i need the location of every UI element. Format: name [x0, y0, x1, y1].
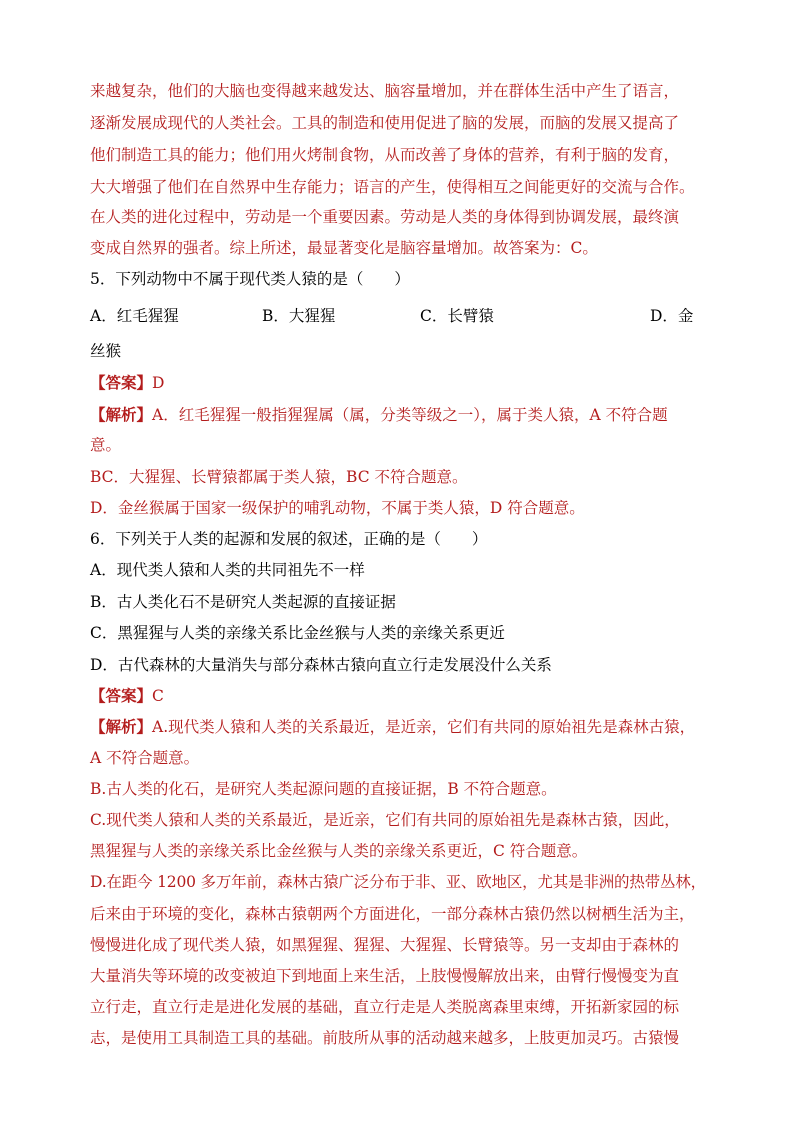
analysis-text: A.现代类人猿和人类的关系最近，是近亲，它们有共同的原始祖先是森林古猿， — [152, 718, 696, 736]
q6-option-c: C．黑猩猩与人类的亲缘关系比金丝猴与人类的亲缘关系更近 — [90, 624, 505, 642]
q5-analysis-line-4: D．金丝猴属于国家一级保护的哺乳动物，不属于类人猿，D 符合题意。 — [90, 499, 585, 517]
q5-option-a: A．红毛猩猩 — [90, 307, 179, 325]
analysis-tag: 【解析】 — [90, 405, 153, 424]
intro-line-2: 逐渐发展成现代的人类社会。工具的制造和使用促进了脑的发展，而脑的发展又提高了 — [90, 114, 680, 132]
answer-value: D — [152, 374, 165, 392]
intro-line-4: 大大增强了他们在自然界中生存能力；语言的产生，使得相互之间能更好的交流与合作。 — [90, 178, 695, 196]
q6-analysis-line-7: 后来由于环境的变化，森林古猿朝两个方面进化，一部分森林古猿仍然以树栖生活为主， — [90, 905, 695, 923]
intro-line-6: 变成自然界的强者。综上所述，最显著变化是脑容量增加。故答案为：C。 — [90, 239, 598, 257]
q5-analysis-line-3: BC．大猩猩、长臂猿都属于类人猿，BC 不符合题意。 — [90, 468, 468, 486]
q5-analysis-line-1 — [90, 404, 668, 426]
analysis-text: A．红毛猩猩一般指猩猩属（属，分类等级之一），属于类人猿，A 不符合题 — [152, 406, 668, 424]
q6-analysis-line-10: 立行走，直立行走是进化发展的基础，直立行走是人类脱离森里束缚，开拓新家园的标 — [90, 998, 680, 1016]
q6-analysis-line-5: 黑猩猩与人类的亲缘关系比金丝猴与人类的亲缘关系更近，C 符合题意。 — [90, 842, 588, 860]
q6-analysis-line-11: 志，是使用工具制造工具的基础。前肢所从事的活动越来越多，上肢更加灵巧。古猿慢 — [90, 1029, 680, 1047]
q5-option-d-wrap: 丝猴 — [90, 342, 122, 360]
q5-option-d: D．金 — [650, 307, 694, 325]
q5-answer-line — [90, 372, 164, 394]
q5-option-c: C．长臂猿 — [420, 307, 494, 325]
q6-analysis-line-3: B.古人类的化石，是研究人类起源问题的直接证据，B 不符合题意。 — [90, 780, 557, 798]
q6-analysis-line-1 — [90, 716, 695, 738]
answer-tag: 【答案】 — [90, 373, 153, 392]
q6-analysis-line-4: C.现代类人猿和人类的关系最近，是近亲，它们有共同的原始祖先是森林古猿，因此， — [90, 811, 680, 829]
q6-analysis-line-9: 大量消失等环境的改变被迫下到地面上来生活，上肢慢慢解放出来，由臂行慢慢变为直 — [90, 967, 680, 985]
answer-tag: 【答案】 — [90, 686, 153, 705]
analysis-tag: 【解析】 — [90, 717, 153, 736]
answer-value: C — [152, 687, 164, 705]
q6-option-a: A．现代类人猿和人类的共同祖先不一样 — [90, 561, 365, 579]
question-6-stem: 6．下列关于人类的起源和发展的叙述，正确的是（ ） — [90, 530, 488, 548]
q6-answer-line — [90, 685, 164, 707]
q6-analysis-line-6: D.在距今 1200 多万年前，森林古猿广泛分布于非、亚、欧地区，尤其是非洲的热带丛林， — [90, 873, 706, 891]
q6-analysis-line-2: A 不符合题意。 — [90, 749, 200, 767]
intro-line-1: 来越复杂，他们的大脑也变得越来越发达、脑容量增加，并在群体生活中产生了语言， — [90, 82, 680, 100]
intro-line-3: 他们制造工具的能力；他们用火烤制食物，从而改善了身体的营养，有利于脑的发育， — [90, 146, 680, 164]
question-5-stem: 5．下列动物中不属于现代类人猿的是（ ） — [90, 270, 410, 288]
intro-line-5: 在人类的进化过程中，劳动是一个重要因素。劳动是人类的身体得到协调发展，最终演 — [90, 208, 680, 226]
q6-analysis-line-8: 慢慢进化成了现代类人猿，如黑猩猩、猩猩、大猩猩、长臂猿等。另一支却由于森林的 — [90, 936, 680, 954]
q6-option-b: B．古人类化石不是研究人类起源的直接证据 — [90, 593, 396, 611]
q5-analysis-line-2: 意。 — [90, 436, 122, 454]
q5-option-b: B．大猩猩 — [262, 307, 336, 325]
q6-option-d: D．古代森林的大量消失与部分森林古猿向直立行走发展没什么关系 — [90, 656, 552, 674]
